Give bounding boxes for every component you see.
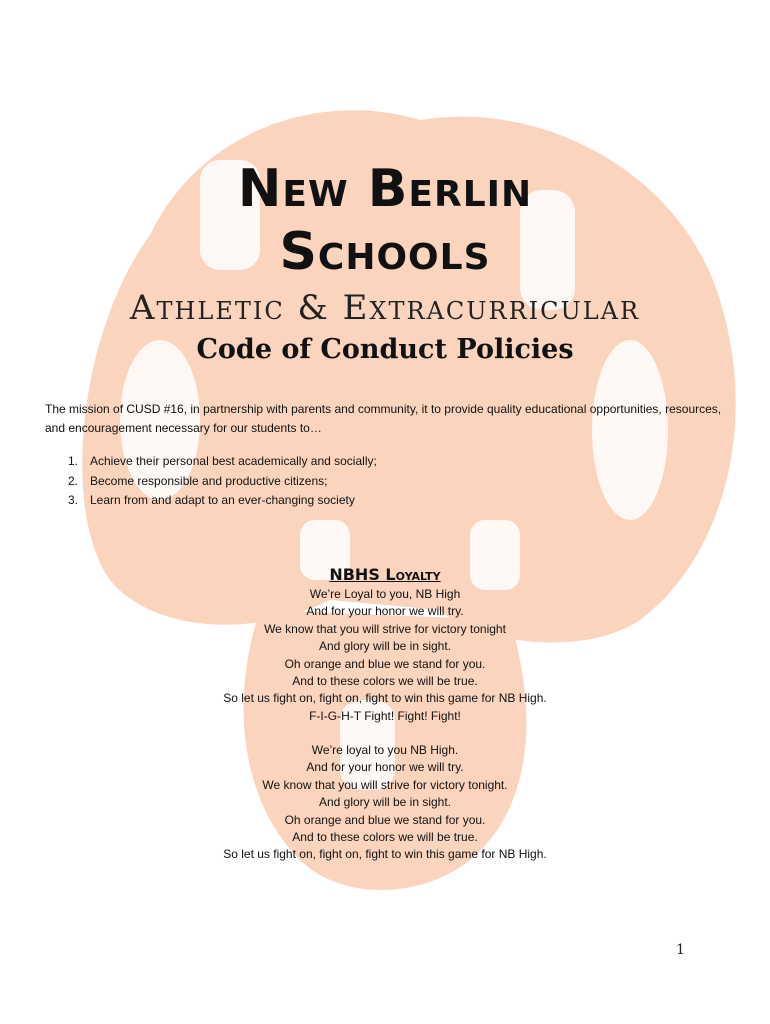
mission-statement: The mission of CUSD #16, in partnership with parents and community, it to provide quality educational opportunities, resources, and encouragement necessary for our students to… bbox=[45, 402, 722, 435]
lyric-line: Oh orange and blue we stand for you. bbox=[284, 812, 486, 827]
document-subtitle: Athletic & Extracurricular bbox=[129, 288, 641, 328]
list-item: 1. Achieve their personal best academically and socially; bbox=[68, 454, 377, 468]
song-title: NBHS Loyalty bbox=[329, 565, 441, 584]
lyric-line: We know that you will strive for victory tonight. bbox=[262, 777, 508, 792]
school-title-line2: Schools bbox=[279, 222, 491, 282]
lyric-line: So let us fight on, fight on, fight to win this game for NB High. bbox=[223, 847, 547, 862]
lyric-line: Oh orange and blue we stand for you. bbox=[284, 656, 486, 671]
list-item: 2. Become responsible and productive citizens; bbox=[68, 473, 328, 488]
lyric-line: We know that you will strive for victory tonight bbox=[264, 621, 506, 636]
mission-goals-list bbox=[50, 452, 700, 511]
lyric-line: And to these colors we will be true. bbox=[292, 673, 478, 688]
school-title-line1: New Berlin bbox=[237, 159, 533, 219]
lyric-line: And to these colors we will be true. bbox=[292, 829, 478, 844]
lyric-line: And glory will be in sight. bbox=[318, 795, 452, 810]
policy-title: Code of Conduct Policies bbox=[196, 334, 574, 365]
lyric-line: F-I-G-H-T Fight! Fight! Fight! bbox=[309, 708, 461, 723]
song-verse-2 bbox=[0, 742, 770, 864]
lyric-line: And glory will be in sight. bbox=[318, 639, 452, 654]
lyric-line: So let us fight on, fight on, fight to win this game for NB High. bbox=[223, 691, 547, 706]
lyric-line: And for your honor we will try. bbox=[306, 604, 464, 619]
lyric-line: We’re Loyal to you, NB High bbox=[309, 587, 461, 601]
song-verse-1 bbox=[0, 586, 770, 725]
page-number: 1 bbox=[676, 942, 685, 958]
lyric-line: And for your honor we will try. bbox=[306, 760, 464, 775]
list-item: 3. Learn from and adapt to an ever-changing society bbox=[68, 493, 355, 507]
lyric-line: We’re loyal to you NB High. bbox=[311, 743, 459, 757]
